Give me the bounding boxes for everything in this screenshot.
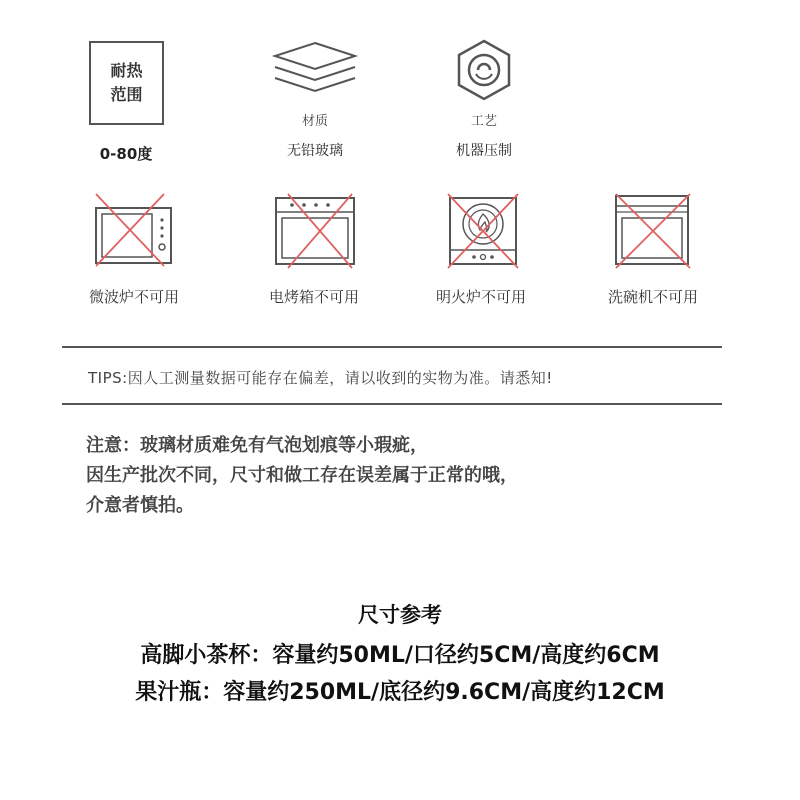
note-line-2: 因生产批次不同，尺寸和做工存在误差属于正常的哦， — [86, 465, 518, 486]
note-line-3: 介意者慎拍。 — [86, 495, 194, 516]
size-line-teacup: 高脚小茶杯：容量约50ML/口径约5CM/高度约6CM — [140, 643, 660, 668]
craft-value: 机器压制 — [456, 143, 512, 159]
size-reference-title: 尺寸参考 — [358, 603, 442, 627]
warning-label-oven: 电烤箱不可用 — [268, 288, 359, 306]
tips-bottom-divider — [62, 403, 722, 405]
material-label: 材质 — [301, 114, 328, 129]
tips-text: TIPS:因人工测量数据可能存在偏差，请以收到的实物为准。请悉知! — [88, 369, 553, 387]
size-line-juice-bottle: 果汁瓶：容量约250ML/底径约9.6CM/高度约12CM — [135, 680, 665, 705]
note-line-1: 注意：玻璃材质难免有气泡划痕等小瑕疵， — [86, 435, 428, 456]
press-icon — [452, 38, 516, 102]
heat-range-box — [89, 41, 164, 125]
heat-box-line2: 范围 — [110, 85, 143, 104]
warning-label-dishwasher: 洗碗机不可用 — [607, 288, 698, 306]
gas-stove-icon — [442, 192, 522, 270]
tips-top-divider — [62, 346, 722, 348]
craft-label: 工艺 — [470, 114, 497, 129]
layers-icon — [270, 40, 360, 100]
microwave-icon — [92, 192, 177, 270]
heat-range-value: 0-80度 — [99, 145, 153, 163]
material-value: 无铅玻璃 — [287, 143, 343, 159]
warning-label-gas-stove: 明火炉不可用 — [435, 288, 526, 306]
heat-box-line1: 耐热 — [110, 61, 143, 80]
warning-label-microwave: 微波炉不可用 — [88, 288, 179, 306]
dishwasher-icon — [612, 190, 694, 270]
oven-icon — [272, 192, 360, 270]
